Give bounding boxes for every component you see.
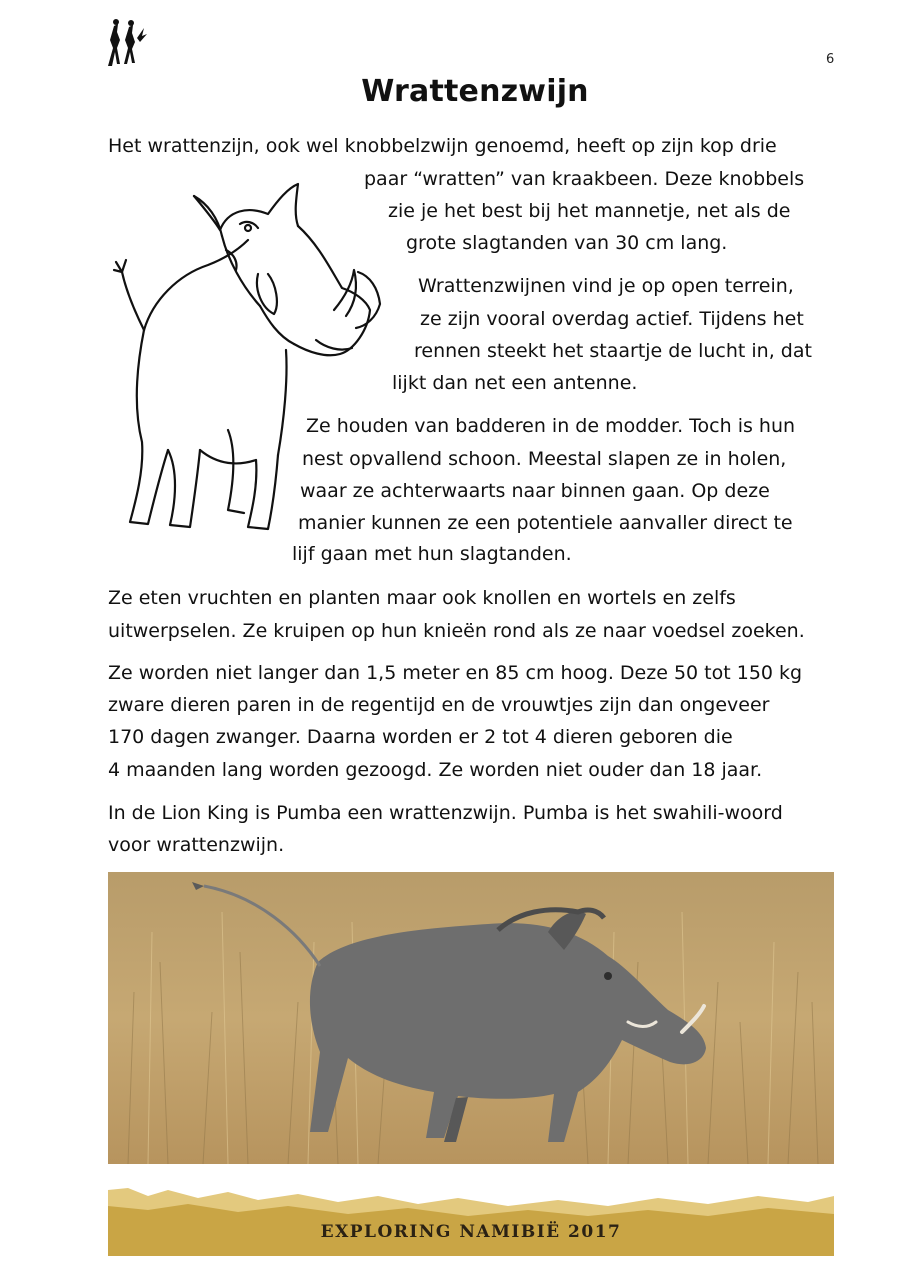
page-title: Wrattenzwijn [361, 74, 589, 109]
paragraph-5-line-2: zware dieren paren in de regentijd en de vrouwtjes zijn dan ongeveer [108, 694, 770, 716]
paragraph-1-line-1: Het wrattenzijn, ook wel knobbelzwijn genoemd, heeft op zijn kop drie [108, 135, 777, 157]
paragraph-1-line-3: zie je het best bij het mannetje, net als de [388, 200, 791, 222]
paragraph-5-line-4: 4 maanden lang worden gezoogd. Ze worden niet ouder dan 18 jaar. [108, 759, 763, 781]
page-number: 6 [826, 52, 835, 67]
paragraph-1-line-2: paar “wratten” van kraakbeen. Deze knobbels [364, 168, 805, 190]
paragraph-3-line-2: nest opvallend schoon. Meestal slapen ze in holen, [302, 448, 787, 470]
footer-banner-text: EXPLORING NAMIBIË 2017 [320, 1222, 622, 1242]
warthog-photo [108, 872, 834, 1164]
paragraph-6-line-1: In de Lion King is Pumba een wrattenzwijn. Pumba is het swahili-woord [108, 802, 783, 824]
paragraph-3-line-1: Ze houden van badderen in de modder. Toch is hun [306, 415, 796, 437]
paragraph-4-line-1: Ze eten vruchten en planten maar ook knollen en wortels en zelfs [108, 587, 736, 609]
paragraph-5-line-1: Ze worden niet langer dan 1,5 meter en 85 cm hoog. Deze 50 tot 150 kg [108, 662, 803, 684]
footer-banner [108, 1186, 834, 1256]
paragraph-2-line-4: lijkt dan net een antenne. [392, 372, 638, 394]
paragraph-1-line-4: grote slagtanden van 30 cm lang. [406, 232, 728, 254]
brand-logo [104, 18, 148, 68]
paragraph-2-line-2: ze zijn vooral overdag actief. Tijdens het [420, 308, 804, 330]
paragraph-3-line-4: manier kunnen ze een potentiele aanvaller direct te [298, 512, 793, 534]
paragraph-6-line-2: voor wrattenzwijn. [108, 834, 285, 856]
paragraph-2-line-1: Wrattenzwijnen vind je op open terrein, [418, 275, 794, 297]
paragraph-3-line-3: waar ze achterwaarts naar binnen gaan. Op deze [300, 480, 770, 502]
paragraph-3-line-5: lijf gaan met hun slagtanden. [292, 543, 572, 565]
paragraph-4-line-2: uitwerpselen. Ze kruipen op hun knieën rond als ze naar voedsel zoeken. [108, 620, 805, 642]
paragraph-2-line-3: rennen steekt het staartje de lucht in, dat [414, 340, 812, 362]
paragraph-5-line-3: 170 dagen zwanger. Daarna worden er 2 tot 4 dieren geboren die [108, 726, 733, 748]
